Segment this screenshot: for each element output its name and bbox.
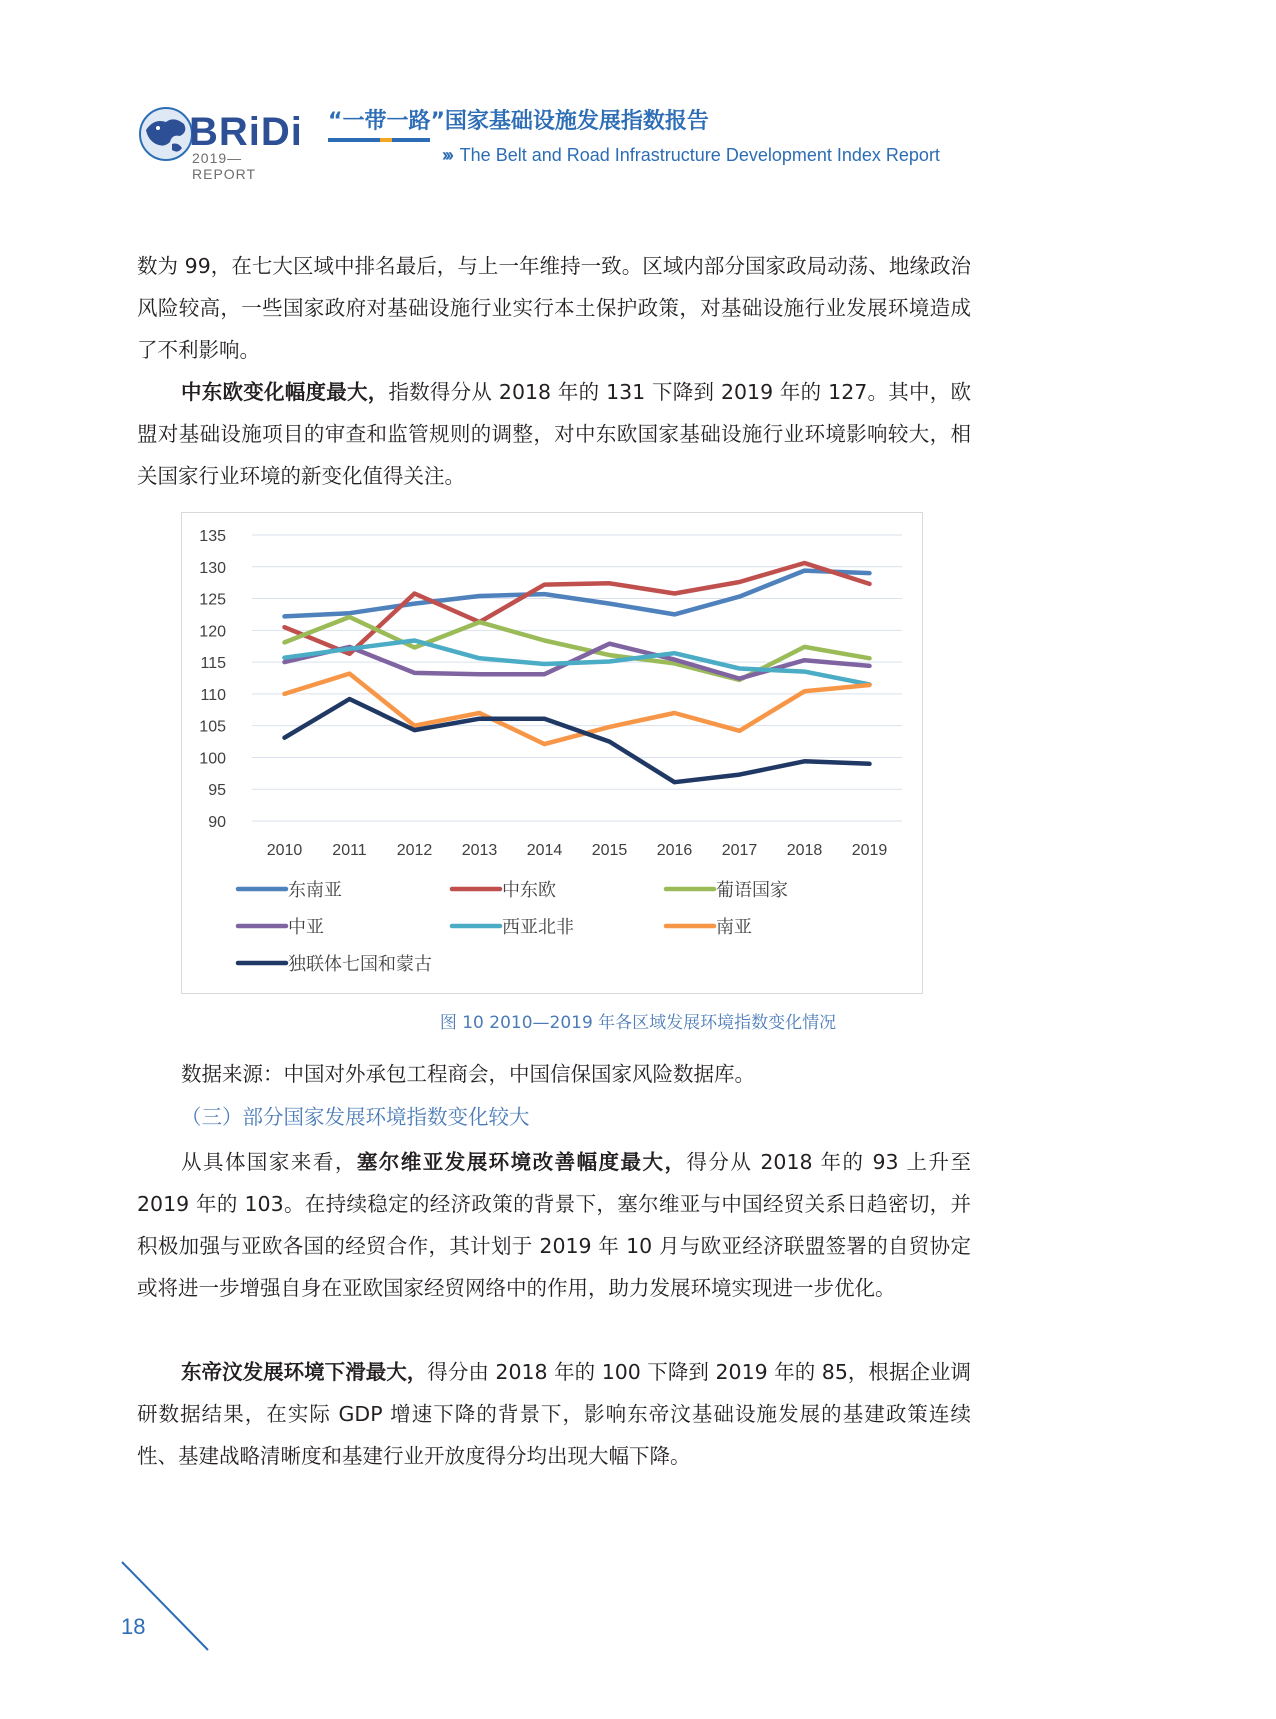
paragraph-3-lead: 塞尔维亚发展环境改善幅度最大，: [356, 1150, 687, 1174]
section-heading: （三）部分国家发展环境指数变化较大: [181, 1105, 530, 1129]
paragraph-1-text: 数为 99，在七大区域中排名最后，与上一年维持一致。区域内部分国家政局动荡、地缘政治风险较高，一些国家政府对基础设施行业实行本土保护政策，对基础设施行业发展环境造成了不利影响。: [137, 254, 971, 362]
corner-decoration: [120, 1560, 220, 1660]
y-tick-label: 135: [199, 528, 226, 545]
y-tick-label: 95: [208, 782, 226, 800]
y-tick-label: 115: [200, 655, 226, 673]
legend-label: 葡语国家: [716, 880, 788, 901]
y-tick-label: 120: [199, 623, 226, 641]
page-number: 18: [121, 1614, 146, 1639]
x-tick-label: 2011: [332, 842, 367, 859]
series-line: [285, 571, 870, 617]
report-title: “一带一路”国家基础设施发展指数报告: [328, 109, 709, 134]
paragraph-4-text: 得分由 2018 年的 100 下降到 2019 年的 85，根据企业调研数据结果，在实际 GDP 增速下降的背景下，影响东帝汶基础设施发展的基建政策连续性、基建战略清晰度和基建行业开放度得分均出现大幅下降。: [137, 1360, 972, 1468]
paragraph-2: [137, 371, 971, 497]
y-tick-label: 125: [199, 591, 226, 609]
report-subtitle: [442, 145, 940, 166]
legend-label: 中亚: [288, 917, 324, 938]
logo-wordmark: BRiDi: [189, 110, 303, 154]
legend-label: 南亚: [716, 917, 752, 938]
paragraph-4-lead: 东帝汶发展环境下滑最大，: [181, 1360, 428, 1384]
x-tick-label: 2015: [591, 842, 628, 859]
y-tick-label: 100: [199, 750, 226, 768]
paragraph-4: [137, 1351, 971, 1477]
logo-subtitle: 2019—REPORT: [192, 150, 257, 182]
x-tick-label: 2010: [266, 842, 303, 859]
line-chart: [181, 512, 923, 994]
chart-canvas: [182, 513, 924, 995]
legend-label: 东南亚: [288, 880, 342, 901]
x-tick-label: 2013: [461, 842, 498, 859]
paragraph-3-pre: 从具体国家来看，: [181, 1150, 357, 1174]
legend-label: 西亚北非: [502, 917, 574, 938]
x-tick-label: 2018: [786, 842, 823, 859]
paragraph-2-text: 指数得分从 2018 年的 131 下降到 2019 年的 127。其中，欧盟对基础设施项目的审查和监管规则的调整，对中东欧国家基础设施行业环境影响较大，相关国家行业环境的新变化值得关注。: [137, 380, 971, 488]
x-tick-label: 2016: [656, 842, 693, 859]
x-tick-label: 2014: [526, 842, 563, 859]
bridi-logo: [136, 104, 306, 182]
y-tick-label: 90: [208, 814, 226, 831]
y-tick-label: 105: [199, 718, 226, 736]
legend-label: 独联体七国和蒙古: [288, 954, 432, 975]
paragraph-3-text: 得分从 2018 年的 93 上升至 2019 年的 103。在持续稳定的经济政策的背景下，塞尔维亚与中国经贸关系日趋密切，并积极加强与亚欧各国的经贸合作，其计划于 2019 年 10 月与欧亚经济联盟签署的自贸协定或将进一步增强自身在亚欧国家经贸网络中的作用，助力发展环境实现进一步优化。: [137, 1150, 972, 1300]
report-subtitle-text: The Belt and Road Infrastructure Development Index Report: [459, 145, 940, 165]
paragraph-2-lead: 中东欧变化幅度最大，: [181, 380, 389, 404]
x-tick-label: 2012: [396, 842, 433, 859]
paragraph-1: [137, 245, 971, 371]
legend-label: 中东欧: [502, 880, 556, 901]
globe-icon: [136, 104, 196, 164]
y-tick-label: 130: [199, 559, 226, 577]
chevron-right-icon: ›››: [442, 145, 451, 165]
series-line: [285, 699, 870, 782]
figure-caption: 图 10 2010—2019 年各区域发展环境指数变化情况: [439, 1013, 837, 1033]
x-tick-label: 2019: [851, 842, 888, 859]
y-tick-label: 110: [200, 686, 226, 704]
data-source: 数据来源：中国对外承包工程商会，中国信保国家风险数据库。: [181, 1062, 755, 1086]
paragraph-3: [137, 1141, 971, 1309]
x-tick-label: 2017: [721, 842, 758, 859]
